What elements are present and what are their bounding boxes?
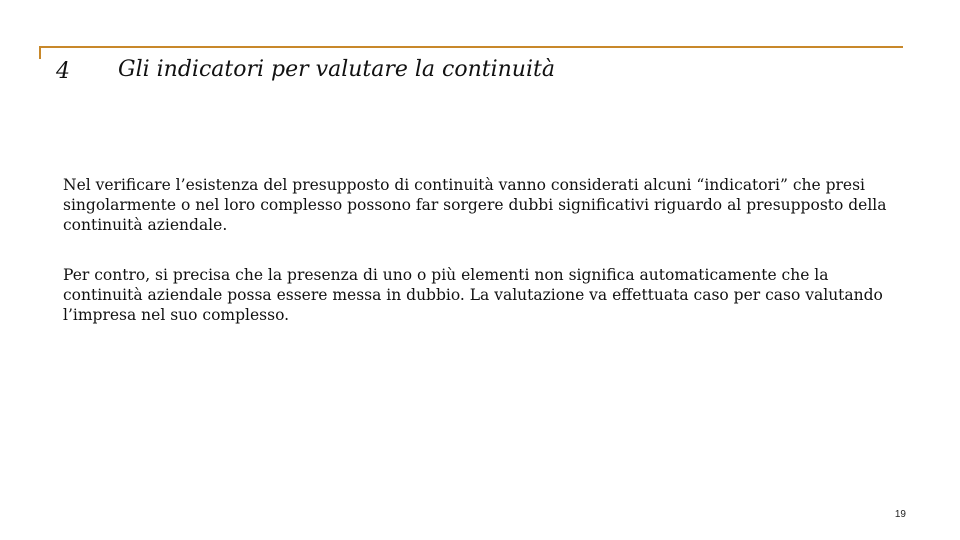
page-number: 19 <box>894 509 906 520</box>
header-rule-corner <box>39 46 41 59</box>
section-number: 4 <box>56 59 70 84</box>
body-paragraph-1: Nel verificare l’esistenza del presupposto di continuità vanno considerati alcuni “indicatori” che presi singolarmente o nel loro complesso possono far sorgere dubbi significativi riguardo al presupposto della continuità aziendale. <box>63 176 887 234</box>
header-rule <box>39 46 903 48</box>
body-paragraph-2: Per contro, si precisa che la presenza di uno o più elementi non significa automaticamente che la continuità aziendale possa essere messa in dubbio. La valutazione va effettuata caso per caso valutando l’impresa nel suo complesso. <box>63 266 883 324</box>
slide-title: Gli indicatori per valutare la continuità <box>118 57 555 82</box>
slide-body <box>63 175 903 355</box>
